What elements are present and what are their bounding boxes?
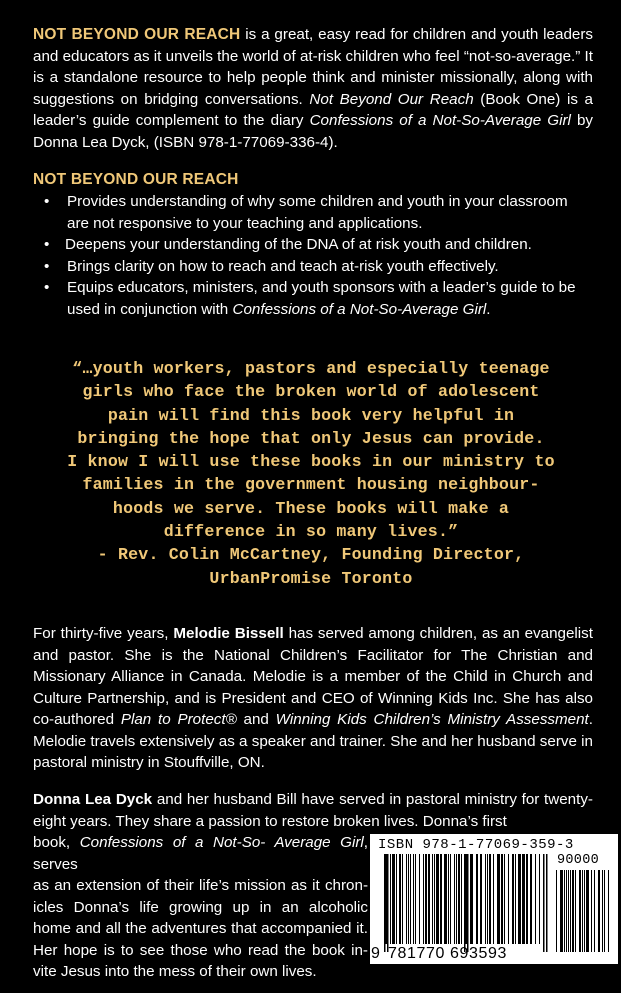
author-name: Donna Lea Dyck bbox=[33, 791, 153, 808]
quote-line: hoods we serve. These books will make a bbox=[112, 498, 510, 518]
bio-text: , serves bbox=[33, 834, 368, 873]
intro-paragraph bbox=[33, 24, 593, 153]
author-bio-melodie bbox=[33, 623, 593, 774]
barcode-digits: 781770 693593 bbox=[388, 945, 508, 962]
barcode-addon-number: 90000 bbox=[557, 853, 600, 868]
quote-line: I know I will use these books in our ministry to bbox=[67, 452, 555, 472]
intro-text-2: (Book One) is a leader’s guide complement to the diary bbox=[33, 90, 593, 129]
intro-text-3: by Donna Lea Dyck, (ISBN 978-1-77069-336-4). bbox=[33, 112, 594, 151]
bio-title-italic: Confessions of a Not-So- Average Girl bbox=[79, 834, 364, 851]
book-title-highlight: NOT BEYOND OUR REACH bbox=[33, 26, 241, 43]
bio-line: home and all the adventures that accompanied it. bbox=[33, 920, 368, 937]
bio-text: book, bbox=[33, 834, 80, 851]
quote-line: “…youth workers, pastors and especially teenage bbox=[72, 359, 550, 378]
list-item-text: Brings clarity on how to reach and teach at-risk youth effectively. bbox=[67, 257, 499, 275]
list-item-end: . bbox=[486, 300, 491, 318]
list-item-text: Equips educators, ministers, and youth sponsors with a leader’s guide to be used in conjunction with bbox=[67, 279, 576, 318]
bio-text: . Melodie travels extensively as a speaker and trainer. She and her husband serve in pastoral ministry in Stouffville, ON. bbox=[33, 711, 594, 771]
list-item-text: Provides understanding of why some children and youth in your classroom are not responsive to your teaching and applications. bbox=[67, 193, 568, 232]
intro-diary-title: Confessions of a Not-So-Average Girl bbox=[309, 112, 571, 129]
list-item-text: Deepens your understanding of the DNA of at risk youth and children. bbox=[65, 236, 532, 253]
bio-text: For thirty-five years, bbox=[33, 625, 174, 642]
bio-text: has served among children, as an evangelist and pastor. She is the National Children’s Facilitator for The Christian and Missionary Alliance in Canada. Melodie is a member of the Child in Church and Culture Partnership, and is President and CEO of Winning Kids Inc. She has also co-authored bbox=[33, 625, 593, 728]
benefit-list bbox=[33, 191, 593, 320]
bio-line: as an extension of their life’s mission as it chron- bbox=[33, 877, 368, 894]
bio-lead bbox=[33, 789, 593, 832]
section-heading: NOT BEYOND OUR REACH bbox=[33, 171, 239, 188]
quote-line: bringing the hope that only Jesus can provide. bbox=[77, 428, 545, 448]
bio-line: vite Jesus into the mess of their own lives. bbox=[33, 963, 317, 980]
quote-attribution: - Rev. Colin McCartney, Founding Director, bbox=[97, 545, 525, 565]
quote-line: families in the government housing neighbour- bbox=[82, 475, 540, 495]
bio-line bbox=[33, 832, 368, 875]
endorsement-quote bbox=[30, 357, 592, 590]
barcode-lead-digit: 9 bbox=[371, 945, 380, 962]
bio-text: and her husband Bill have served in pastoral ministry for twenty-eight years. They share a passion to restore broken lives. Donna’s first bbox=[33, 791, 593, 830]
bio-line: Her hope is to see those who read the book in- bbox=[33, 941, 368, 959]
bullet-icon: • bbox=[44, 236, 50, 253]
list-item bbox=[33, 191, 593, 234]
bullet-icon: • bbox=[44, 257, 50, 275]
list-item bbox=[33, 277, 593, 320]
quote-organization: UrbanPromise Toronto bbox=[209, 568, 413, 588]
bullet-icon: • bbox=[44, 193, 50, 210]
list-item bbox=[33, 234, 593, 256]
intro-book-title: Not Beyond Our Reach bbox=[309, 90, 474, 108]
bio-line: icles Donna’s life growing up in an alcoholic bbox=[33, 898, 368, 916]
quote-line: pain will find this book very helpful in bbox=[107, 405, 515, 425]
bio-title-italic: Winning Kids Children’s Ministry Assessment bbox=[275, 711, 589, 728]
bullet-icon: • bbox=[44, 279, 50, 296]
isbn-label: ISBN 978-1-77069-359-3 bbox=[378, 837, 574, 853]
bio-title-italic: Plan to Protect® bbox=[120, 711, 237, 728]
quote-line: girls who face the broken world of adolescent bbox=[82, 382, 540, 402]
quote-line: difference in so many lives.” bbox=[163, 522, 459, 542]
list-item bbox=[33, 256, 593, 278]
author-name: Melodie Bissell bbox=[173, 625, 284, 642]
list-item-italic-title: Confessions of a Not-So-Average Girl bbox=[232, 300, 487, 318]
bio-text: and bbox=[236, 711, 276, 728]
intro-text-1: is a great, easy read for children and youth leaders and educators as it unveils the world of at-risk children who feel “not-so-average.” It is a standalone resource to help people think and minister missionally, along with suggestions on bridging conversations. bbox=[33, 26, 593, 108]
isbn-barcode bbox=[370, 834, 618, 964]
